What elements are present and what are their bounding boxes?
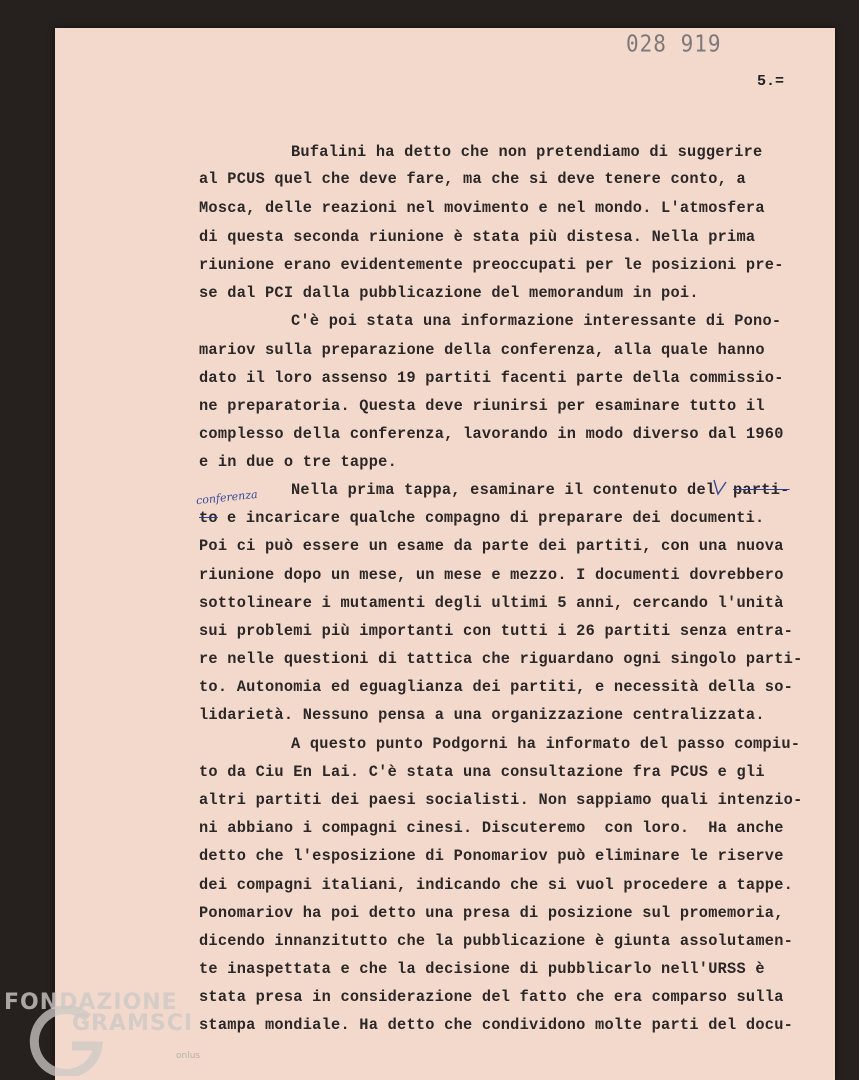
page-number: 5.= xyxy=(757,73,785,90)
text-line: to da Ciu En Lai. C'è stata una consultazione fra PCUS e gli xyxy=(199,763,765,781)
text-line: e incaricare qualche compagno di preparare dei documenti. xyxy=(227,509,765,527)
text-line: se dal PCI dalla pubblicazione del memorandum in poi. xyxy=(199,284,699,302)
watermark-line2: GRAMSCI xyxy=(72,1011,194,1036)
text-line: ni abbiano i compagni cinesi. Discuteremo con loro. Ha anche xyxy=(199,819,784,837)
text-line: Poi ci può essere un esame da parte dei partiti, con una nuova xyxy=(199,537,784,555)
text-line: riunione dopo un mese, un mese e mezzo. I documenti dovrebbero xyxy=(199,566,784,584)
archive-stamp-number: 028 919 xyxy=(626,31,722,57)
text-line: stata presa in considerazione del fatto che era comparso sulla xyxy=(199,988,784,1006)
watermark xyxy=(4,990,193,1036)
text-line: altri partiti dei paesi socialisti. Non sappiamo quali intenzio- xyxy=(199,791,803,809)
text-line: ne preparatoria. Questa deve riunirsi per esaminare tutto il xyxy=(199,397,765,415)
text-line: di questa seconda riunione è stata più distesa. Nella prima xyxy=(199,228,756,246)
text-line: stampa mondiale. Ha detto che condividono molte parti del docu- xyxy=(199,1016,794,1034)
text-line: re nelle questioni di tattica che riguardano ogni singolo parti- xyxy=(199,650,803,668)
text-line: C'è poi stata una informazione interessante di Pono- xyxy=(291,312,782,330)
text-line: complesso della conferenza, lavorando in modo diverso dal 1960 xyxy=(199,425,784,443)
text-line: dei compagni italiani, indicando che si vuol procedere a tappe. xyxy=(199,876,794,894)
text-line: Bufalini ha detto che non pretendiamo di suggerire xyxy=(291,143,763,161)
text-line: sui problemi più importanti con tutti i 26 partiti senza entra- xyxy=(199,622,794,640)
text-line: to. Autonomia ed eguaglianza dei partiti, e necessità della so- xyxy=(199,678,794,696)
struck-word: to xyxy=(199,509,218,527)
text-line: dato il loro assenso 19 partiti facenti parte della commissio- xyxy=(199,369,784,387)
text-line: Ponomariov ha poi detto una presa di posizione sul promemoria, xyxy=(199,904,784,922)
text-line: mariov sulla preparazione della conferenza, alla quale hanno xyxy=(199,341,765,359)
text-line: sottolineare i mutamenti degli ultimi 5 anni, cercando l'unità xyxy=(199,594,784,612)
handwritten-insertion: conferenza xyxy=(195,487,259,508)
text-line: e in due o tre tappe. xyxy=(199,453,398,471)
text-line: dicendo innanzitutto che la pubblicazione è giunta assolutamen- xyxy=(199,932,794,950)
text-line: Mosca, delle reazioni nel movimento e nel mondo. L'atmosfera xyxy=(199,199,765,217)
text-line: A questo punto Podgorni ha informato del passo compiu- xyxy=(291,735,801,753)
struck-word: parti- xyxy=(733,481,790,499)
watermark-line1: FONDAZIONE xyxy=(4,990,178,1015)
text-line: Nella prima tappa, esaminare il contenuto del xyxy=(291,481,716,499)
text-line: detto che l'esposizione di Ponomariov può eliminare le riserve xyxy=(199,847,784,865)
text-line: lidarietà. Nessuno pensa a una organizzazione centralizzata. xyxy=(199,706,765,724)
watermark-subtitle: onlus xyxy=(176,1051,201,1061)
text-line: riunione erano evidentemente preoccupati per le posizioni pre- xyxy=(199,256,784,274)
text-line: te inaspettata e che la decisione di pubblicarlo nell'URSS è xyxy=(199,960,765,978)
text-line: al PCUS quel che deve fare, ma che si deve tenere conto, a xyxy=(199,170,746,188)
handwritten-insertion-mark xyxy=(712,478,728,496)
